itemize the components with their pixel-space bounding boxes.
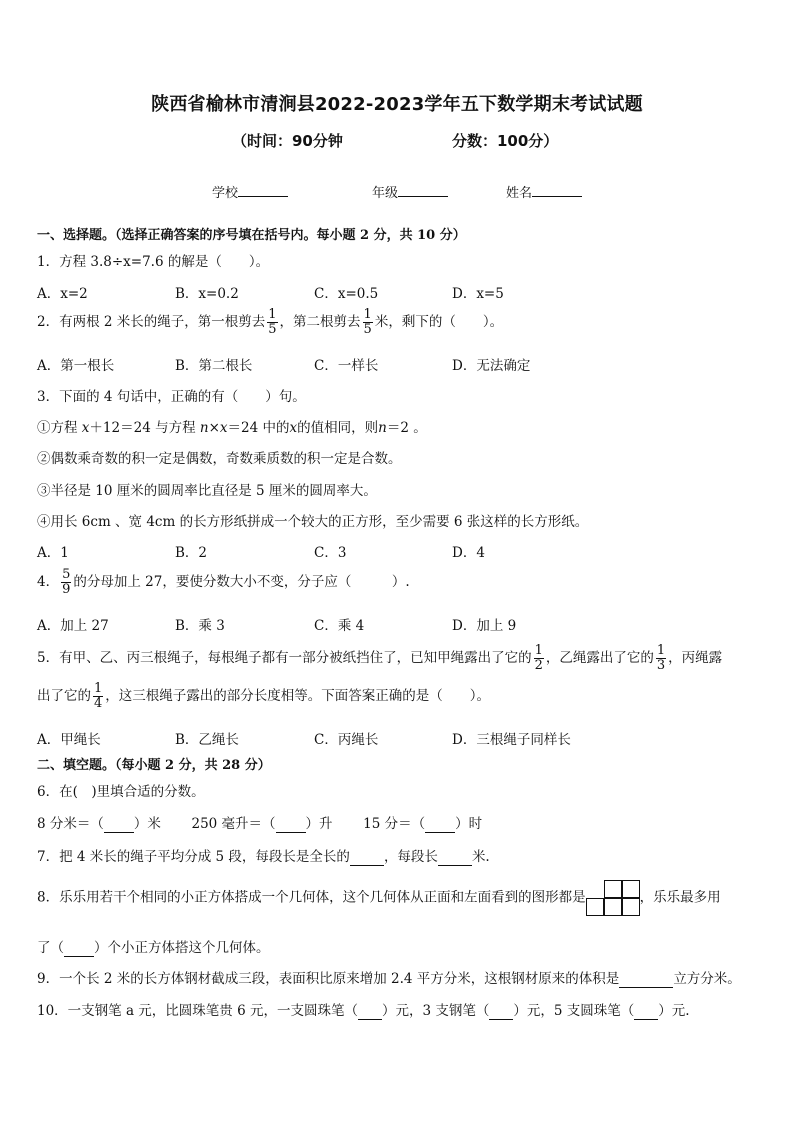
q6-text: 6．在( )里填合适的分数。 — [37, 784, 205, 800]
school-blank — [238, 184, 288, 197]
q4-part2: 的分母加上 27，要使分数大小不变，分子应（ ）. — [73, 574, 410, 590]
q5-option-a: A．甲绳长 — [37, 732, 101, 748]
q2-option-c: C．一样长 — [314, 358, 379, 374]
q10-a: 10．一支钢笔 a 元，比圆珠笔贵 6 元，一支圆珠笔（ — [37, 1003, 358, 1019]
q3-s1-b: x — [81, 420, 90, 436]
q2-option-d: D．无法确定 — [452, 358, 531, 374]
q5-part4: 出了它的 — [37, 688, 91, 704]
q2-text — [37, 308, 503, 337]
q5-option-c: C．丙绳长 — [314, 732, 379, 748]
school-field — [212, 182, 288, 201]
q10-b: ）元，3 支钢笔（ — [381, 1003, 490, 1019]
q8-d: ）个小正方体搭这个几何体。 — [94, 940, 270, 956]
q8-c: 了（ — [37, 940, 64, 956]
q3-option-b: B．2 — [175, 545, 208, 561]
q3-s1-e: × — [208, 420, 220, 436]
q2-option-a: A．第一根长 — [37, 358, 115, 374]
q6-c: 15 分＝（ — [363, 816, 426, 832]
q7-text — [37, 845, 490, 866]
q2-fraction1 — [267, 308, 277, 337]
q2-fraction2 — [363, 308, 373, 337]
q5-f2-den: 3 — [656, 658, 666, 673]
q4-option-d: D．加上 9 — [452, 618, 517, 634]
q5-part2: ，乙绳露出了它的 — [545, 650, 654, 666]
q5-fraction3 — [93, 682, 103, 711]
q6-blank1[interactable] — [104, 816, 134, 833]
q6-c2: ）时 — [455, 816, 483, 832]
q8-blank[interactable] — [64, 940, 94, 957]
q3-s1-g: ＝24 中的 — [227, 420, 290, 436]
q8-text-line2 — [37, 936, 270, 957]
q5-part3: ，丙绳露 — [668, 650, 723, 666]
q1-option-b: B．x=0.2 — [175, 286, 239, 302]
exam-title: 陕西省榆林市清涧县2022-2023学年五下数学期末考试试题 — [151, 94, 643, 115]
q1-option-c: C．x=0.5 — [314, 286, 379, 302]
q9-a: 9．一个长 2 米的长方体钢材截成三段，表面积比原来增加 2.4 平方分米，这根钢材原来的体积是 — [37, 971, 620, 987]
q5-fraction2 — [656, 644, 666, 673]
q8-b: ，乐乐最多用 — [639, 889, 721, 906]
q10-c: ）元，5 支圆珠笔（ — [513, 1003, 635, 1019]
q2-f1-num: 1 — [268, 307, 277, 322]
q5-option-d: D．三根绳子同样长 — [452, 732, 571, 748]
q6-a2: ）米 — [133, 816, 161, 832]
q4-option-c: C．乘 4 — [314, 618, 365, 634]
q5-f1-den: 2 — [534, 658, 543, 673]
view-shape-figure — [586, 880, 640, 916]
q3-option-a: A．1 — [37, 545, 69, 561]
q3-statement4: ④用长 6cm 、宽 4cm 的长方形纸拼成一个较大的正方形，至少需要 6 张这样的长方形纸。 — [37, 514, 589, 530]
q8-a: 8．乐乐用若干个相同的小正方体搭成一个几何体，这个几何体从正面和左面看到的图形都是 — [37, 889, 586, 906]
q1-option-a: A．x=2 — [37, 286, 88, 302]
q7-b: ，每段长 — [383, 849, 438, 865]
shape-square-top-right — [622, 880, 640, 898]
q3-s1-k: ＝2 。 — [386, 420, 427, 436]
q8-text-line1 — [37, 880, 721, 916]
q3-s1-d: n — [199, 420, 209, 436]
q2-f2-den: 5 — [363, 322, 372, 337]
q9-blank[interactable] — [619, 971, 673, 988]
q9-b: 立方分米。 — [673, 971, 741, 987]
q5-f1-num: 1 — [534, 643, 543, 658]
q5-part5: ，这三根绳子露出的部分长度相等。下面答案正确的是（ ）。 — [105, 688, 491, 704]
q10-blank3[interactable] — [634, 1003, 658, 1020]
q1-option-d: D．x=5 — [452, 286, 504, 302]
q10-blank1[interactable] — [358, 1003, 382, 1020]
q3-statement1 — [37, 416, 427, 436]
q2-f2-num: 1 — [363, 307, 372, 322]
q3-s1-f: x — [219, 420, 228, 436]
school-label: 学校 — [212, 186, 239, 201]
grade-label: 年级 — [372, 186, 399, 201]
q4-option-a: A．加上 27 — [37, 618, 109, 634]
q10-text — [37, 999, 690, 1020]
q7-blank2[interactable] — [438, 849, 472, 866]
q4-text — [37, 568, 410, 597]
q5-f3-num: 1 — [94, 681, 103, 696]
q1-text: 1．方程 3.8÷x=7.6 的解是（ ）。 — [37, 254, 270, 270]
q5-f2-num: 1 — [656, 643, 666, 658]
q3-option-c: C．3 — [314, 545, 347, 561]
q10-blank2[interactable] — [489, 1003, 513, 1020]
q7-c: 米. — [471, 849, 490, 865]
q3-statement2: ②偶数乘奇数的积一定是偶数，奇数乘质数的积一定是合数。 — [37, 451, 402, 467]
q2-part3: 米，剩下的（ ）。 — [374, 314, 504, 330]
time-limit: （时间：90分钟 — [232, 132, 343, 150]
section2-heading: 二、填空题。（每小题 2 分，共 28 分） — [37, 758, 271, 773]
q3-statement3: ③半径是 10 厘米的圆周率比直径是 5 厘米的圆周率大。 — [37, 483, 377, 499]
name-blank — [532, 184, 582, 197]
q5-option-b: B．乙绳长 — [175, 732, 239, 748]
q6-blanks — [37, 812, 482, 833]
q9-text — [37, 967, 741, 988]
q5-text-line1 — [37, 644, 722, 673]
q6-b2: ）升 — [305, 816, 333, 832]
q5-part1: 5．有甲、乙、丙三根绳子，每根绳子都有一部分被纸挡住了，已知甲绳露出了它的 — [37, 650, 532, 666]
q2-part1: 2．有两根 2 米长的绳子，第一根剪去 — [37, 314, 266, 330]
q3-text: 3．下面的 4 句话中，正确的有（ ）句。 — [37, 389, 306, 405]
q4-f-num: 5 — [62, 567, 71, 582]
q2-f1-den: 5 — [268, 322, 277, 337]
q5-f3-den: 4 — [94, 696, 103, 711]
name-label: 姓名 — [506, 186, 533, 201]
name-field — [506, 182, 582, 201]
q3-s1-i: 的值相同，则 — [297, 420, 379, 436]
shape-square-bottom-left — [586, 898, 604, 916]
q6-blank3[interactable] — [425, 816, 455, 833]
q3-option-d: D．4 — [452, 545, 485, 561]
q3-s1-c: ＋12＝24 与方程 — [89, 420, 200, 436]
q10-d: ）元. — [658, 1003, 690, 1019]
q4-f-den: 9 — [62, 582, 71, 597]
q5-fraction1 — [534, 644, 544, 673]
grade-blank — [398, 184, 448, 197]
q6-blank2[interactable] — [276, 816, 306, 833]
q4-option-b: B．乘 3 — [175, 618, 225, 634]
section1-heading: 一、选择题。（选择正确答案的序号填在括号内。每小题 2 分，共 10 分） — [37, 228, 466, 243]
q3-s1-a: ①方程 — [37, 420, 82, 436]
shape-square-bottom-middle — [604, 898, 622, 916]
q6-a: 8 分米＝（ — [37, 816, 104, 832]
q5-text-line2 — [37, 682, 490, 711]
q4-part1: 4． — [37, 574, 60, 590]
q3-s1-j: n — [378, 420, 387, 436]
shape-square-bottom-right — [622, 898, 640, 916]
q4-fraction — [61, 568, 71, 597]
q7-blank1[interactable] — [350, 849, 384, 866]
q6-b: 250 毫升＝（ — [191, 816, 276, 832]
q2-option-b: B．第二根长 — [175, 358, 253, 374]
shape-square-top — [604, 880, 622, 898]
q3-s1-h: x — [289, 420, 298, 436]
grade-field — [372, 182, 448, 201]
q7-a: 7．把 4 米长的绳子平均分成 5 段，每段长是全长的 — [37, 849, 350, 865]
q2-part2: ，第二根剪去 — [279, 314, 361, 330]
total-score: 分数：100分） — [452, 132, 559, 150]
